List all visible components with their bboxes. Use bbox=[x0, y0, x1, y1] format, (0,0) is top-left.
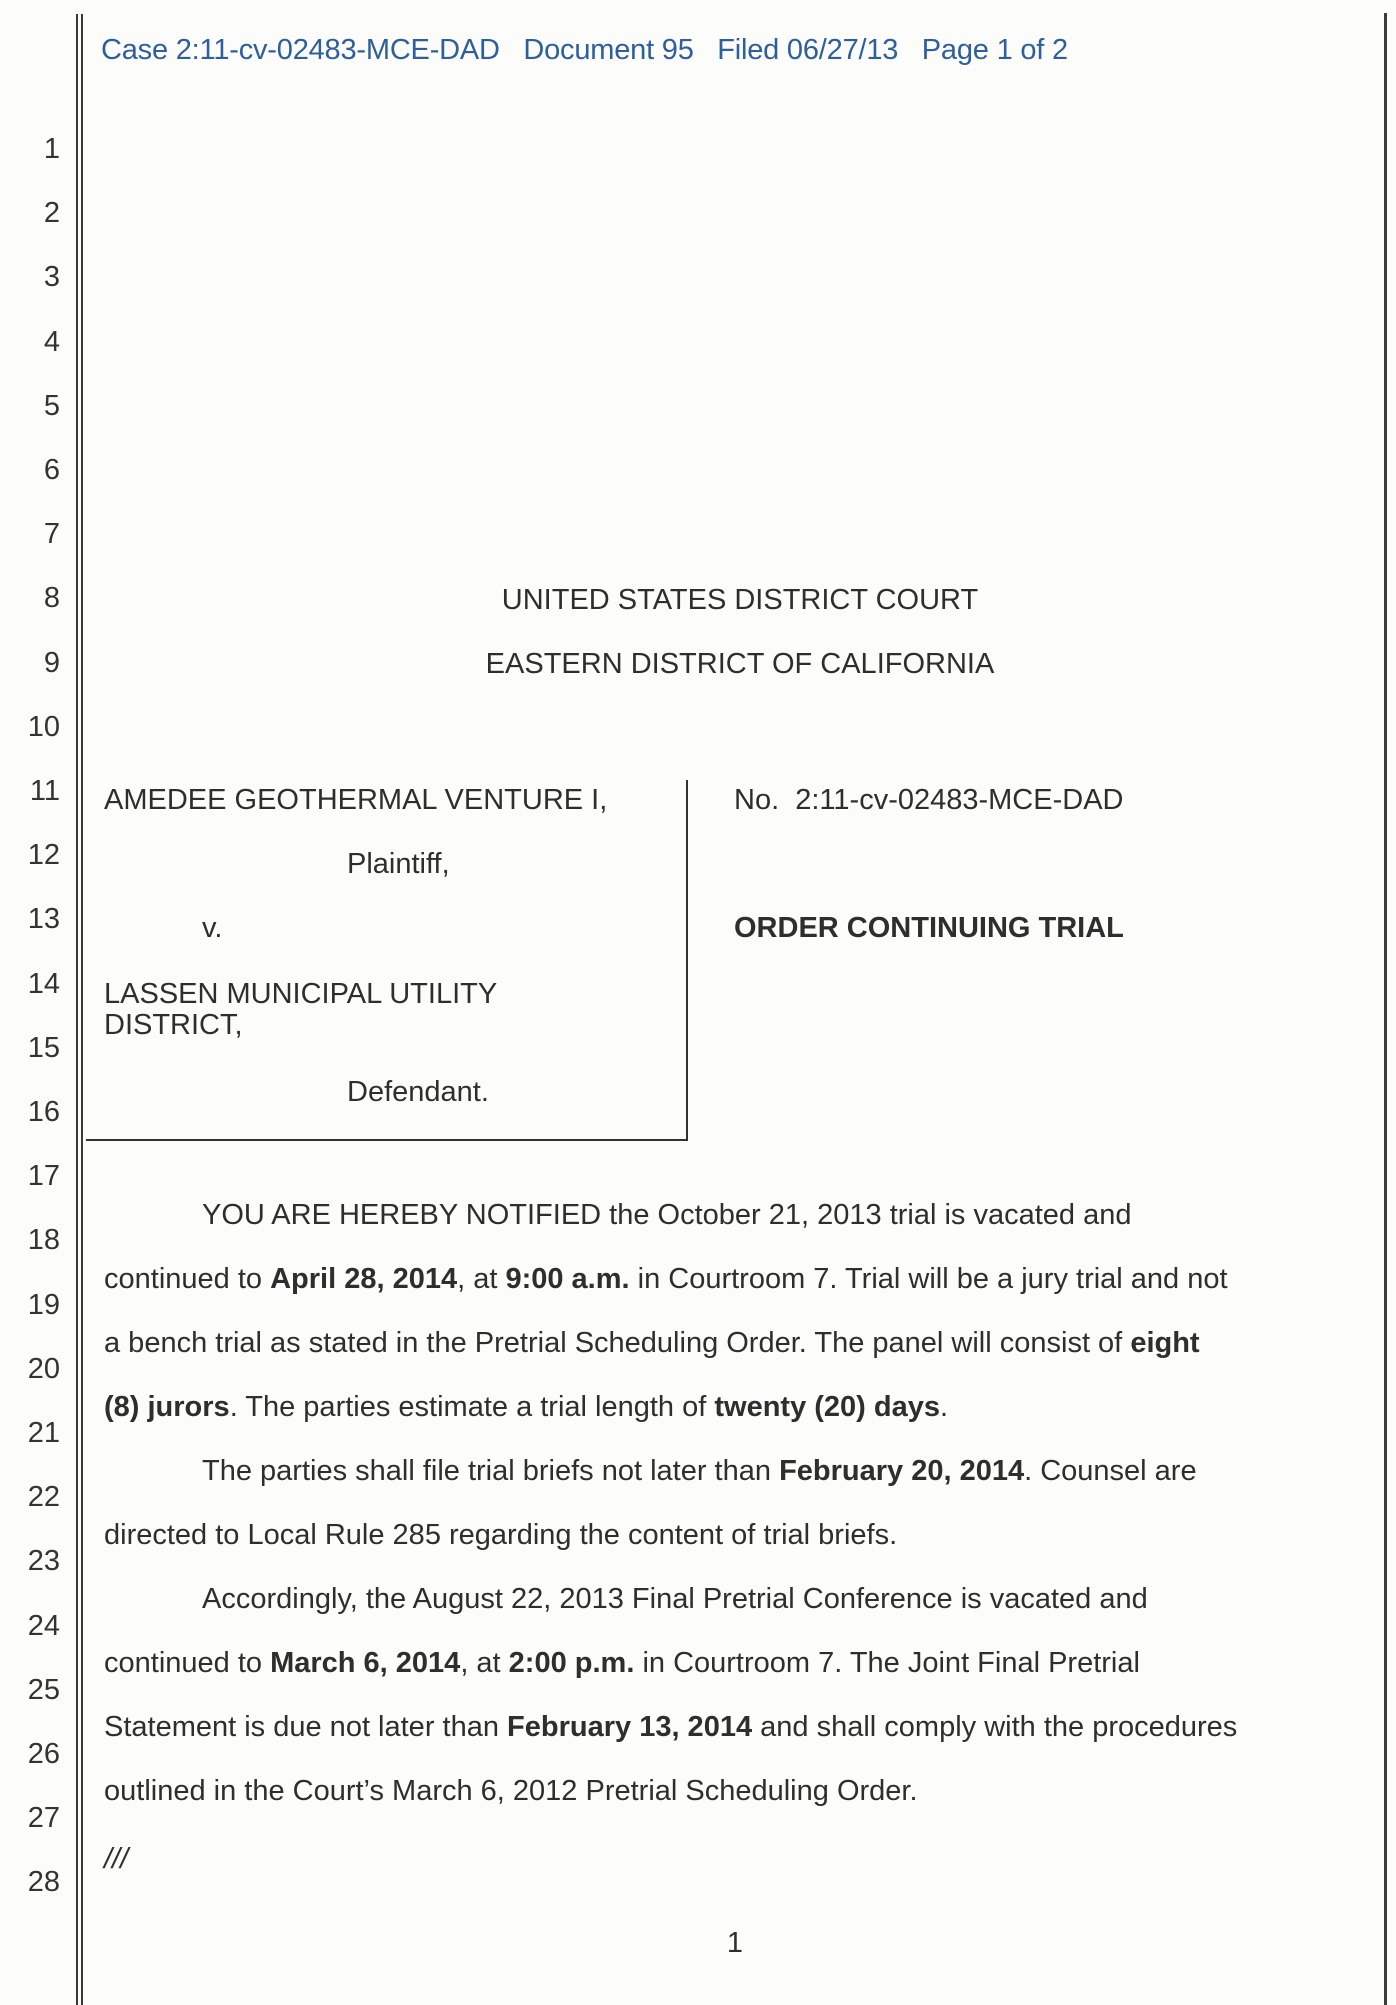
body-line bbox=[202, 1455, 1197, 1488]
body-line: Accordingly, the August 22, 2013 Final Pretrial Conference is vacated and bbox=[202, 1583, 1148, 1615]
line-number: 24 bbox=[27, 1610, 60, 1642]
text-run: , at bbox=[460, 1647, 509, 1679]
document-title: ORDER CONTINUING TRIAL bbox=[734, 912, 1124, 944]
trial-time: 9:00 a.m. bbox=[505, 1263, 630, 1295]
defendant-name-line1: LASSEN MUNICIPAL UTILITY bbox=[104, 978, 498, 1010]
text-run: . bbox=[940, 1391, 949, 1423]
line-number: 15 bbox=[27, 1032, 60, 1064]
line-number: 12 bbox=[27, 839, 60, 871]
line-number: 16 bbox=[27, 1096, 60, 1128]
line-number: 18 bbox=[27, 1224, 60, 1256]
text-run: a bench trial as stated in the Pretrial Scheduling Order. The panel will consist of bbox=[104, 1327, 1131, 1359]
juror-count-number: (8) jurors bbox=[104, 1391, 230, 1423]
line-number: 5 bbox=[43, 390, 60, 422]
line-number: 26 bbox=[27, 1738, 60, 1770]
line-number: 6 bbox=[43, 454, 60, 486]
text-run: and shall comply with the procedures bbox=[752, 1711, 1238, 1743]
left-margin-rule-inner bbox=[81, 14, 83, 2005]
court-name: UNITED STATES DISTRICT COURT bbox=[501, 584, 979, 616]
line-number: 4 bbox=[43, 326, 60, 358]
line-number: 11 bbox=[29, 775, 60, 807]
body-line bbox=[104, 1391, 948, 1424]
line-number: 25 bbox=[27, 1674, 60, 1706]
text-run: Statement is due not later than bbox=[104, 1711, 508, 1743]
right-margin-rule bbox=[1384, 13, 1387, 2005]
body-line: YOU ARE HEREBY NOTIFIED the October 21, 2013 trial is vacated and bbox=[202, 1199, 1132, 1231]
plaintiff-name: AMEDEE GEOTHERMAL VENTURE I, bbox=[104, 784, 608, 816]
line-number: 20 bbox=[27, 1353, 60, 1385]
pretrial-conference-date: March 6, 2014 bbox=[270, 1647, 461, 1679]
versus-label: v. bbox=[202, 912, 223, 944]
body-line: outlined in the Court’s March 6, 2012 Pretrial Scheduling Order. bbox=[104, 1775, 918, 1807]
juror-count-text: eight bbox=[1130, 1327, 1200, 1359]
line-number: 19 bbox=[27, 1289, 60, 1321]
text-run: . The parties estimate a trial length of bbox=[229, 1391, 715, 1423]
joint-statement-deadline: February 13, 2014 bbox=[507, 1711, 753, 1743]
line-number: 21 bbox=[27, 1417, 60, 1449]
trial-date: April 28, 2014 bbox=[270, 1263, 458, 1295]
line-number: 27 bbox=[27, 1802, 60, 1834]
text-run: continued to bbox=[104, 1647, 271, 1679]
line-number: 1 bbox=[43, 133, 60, 165]
trial-briefs-deadline: February 20, 2014 bbox=[779, 1455, 1025, 1487]
text-run: in Courtroom 7. The Joint Final Pretrial bbox=[634, 1647, 1140, 1679]
body-line bbox=[104, 1263, 1228, 1296]
body-line bbox=[104, 1327, 1200, 1360]
trial-length: twenty (20) days bbox=[714, 1391, 940, 1423]
defendant-name bbox=[104, 979, 497, 1041]
line-number: 14 bbox=[27, 968, 60, 1000]
page-number: 1 bbox=[726, 1927, 744, 1959]
defendant-name-line2: DISTRICT, bbox=[104, 1009, 243, 1041]
filing-header-stamp: Case 2:11-cv-02483-MCE-DAD Document 95 Filed 06/27/13 Page 1 of 2 bbox=[101, 34, 1068, 66]
continuation-marker: /// bbox=[104, 1843, 129, 1875]
line-number: 10 bbox=[27, 711, 60, 743]
line-number: 17 bbox=[27, 1160, 60, 1192]
plaintiff-label: Plaintiff, bbox=[347, 848, 450, 880]
defendant-label: Defendant. bbox=[347, 1076, 489, 1108]
line-number: 28 bbox=[27, 1866, 60, 1898]
text-run: continued to bbox=[104, 1263, 271, 1295]
text-run: . Counsel are bbox=[1024, 1455, 1197, 1487]
line-number: 22 bbox=[27, 1481, 60, 1513]
court-district: EASTERN DISTRICT OF CALIFORNIA bbox=[485, 648, 995, 680]
line-number: 9 bbox=[43, 647, 60, 679]
line-number: 13 bbox=[27, 903, 60, 935]
text-run: in Courtroom 7. Trial will be a jury trial and not bbox=[629, 1263, 1228, 1295]
body-line bbox=[104, 1711, 1237, 1744]
body-line bbox=[104, 1647, 1140, 1680]
pretrial-conference-time: 2:00 p.m. bbox=[508, 1647, 635, 1679]
line-number: 2 bbox=[43, 197, 60, 229]
body-line: directed to Local Rule 285 regarding the content of trial briefs. bbox=[104, 1519, 898, 1551]
line-number: 8 bbox=[43, 582, 60, 614]
left-margin-rule bbox=[76, 14, 78, 2005]
text-run: The parties shall file trial briefs not later than bbox=[202, 1455, 780, 1487]
line-number: 23 bbox=[27, 1545, 60, 1577]
text-run: , at bbox=[457, 1263, 506, 1295]
line-number: 3 bbox=[43, 261, 60, 293]
line-number: 7 bbox=[43, 518, 60, 550]
case-number: No. 2:11-cv-02483-MCE-DAD bbox=[734, 784, 1124, 816]
